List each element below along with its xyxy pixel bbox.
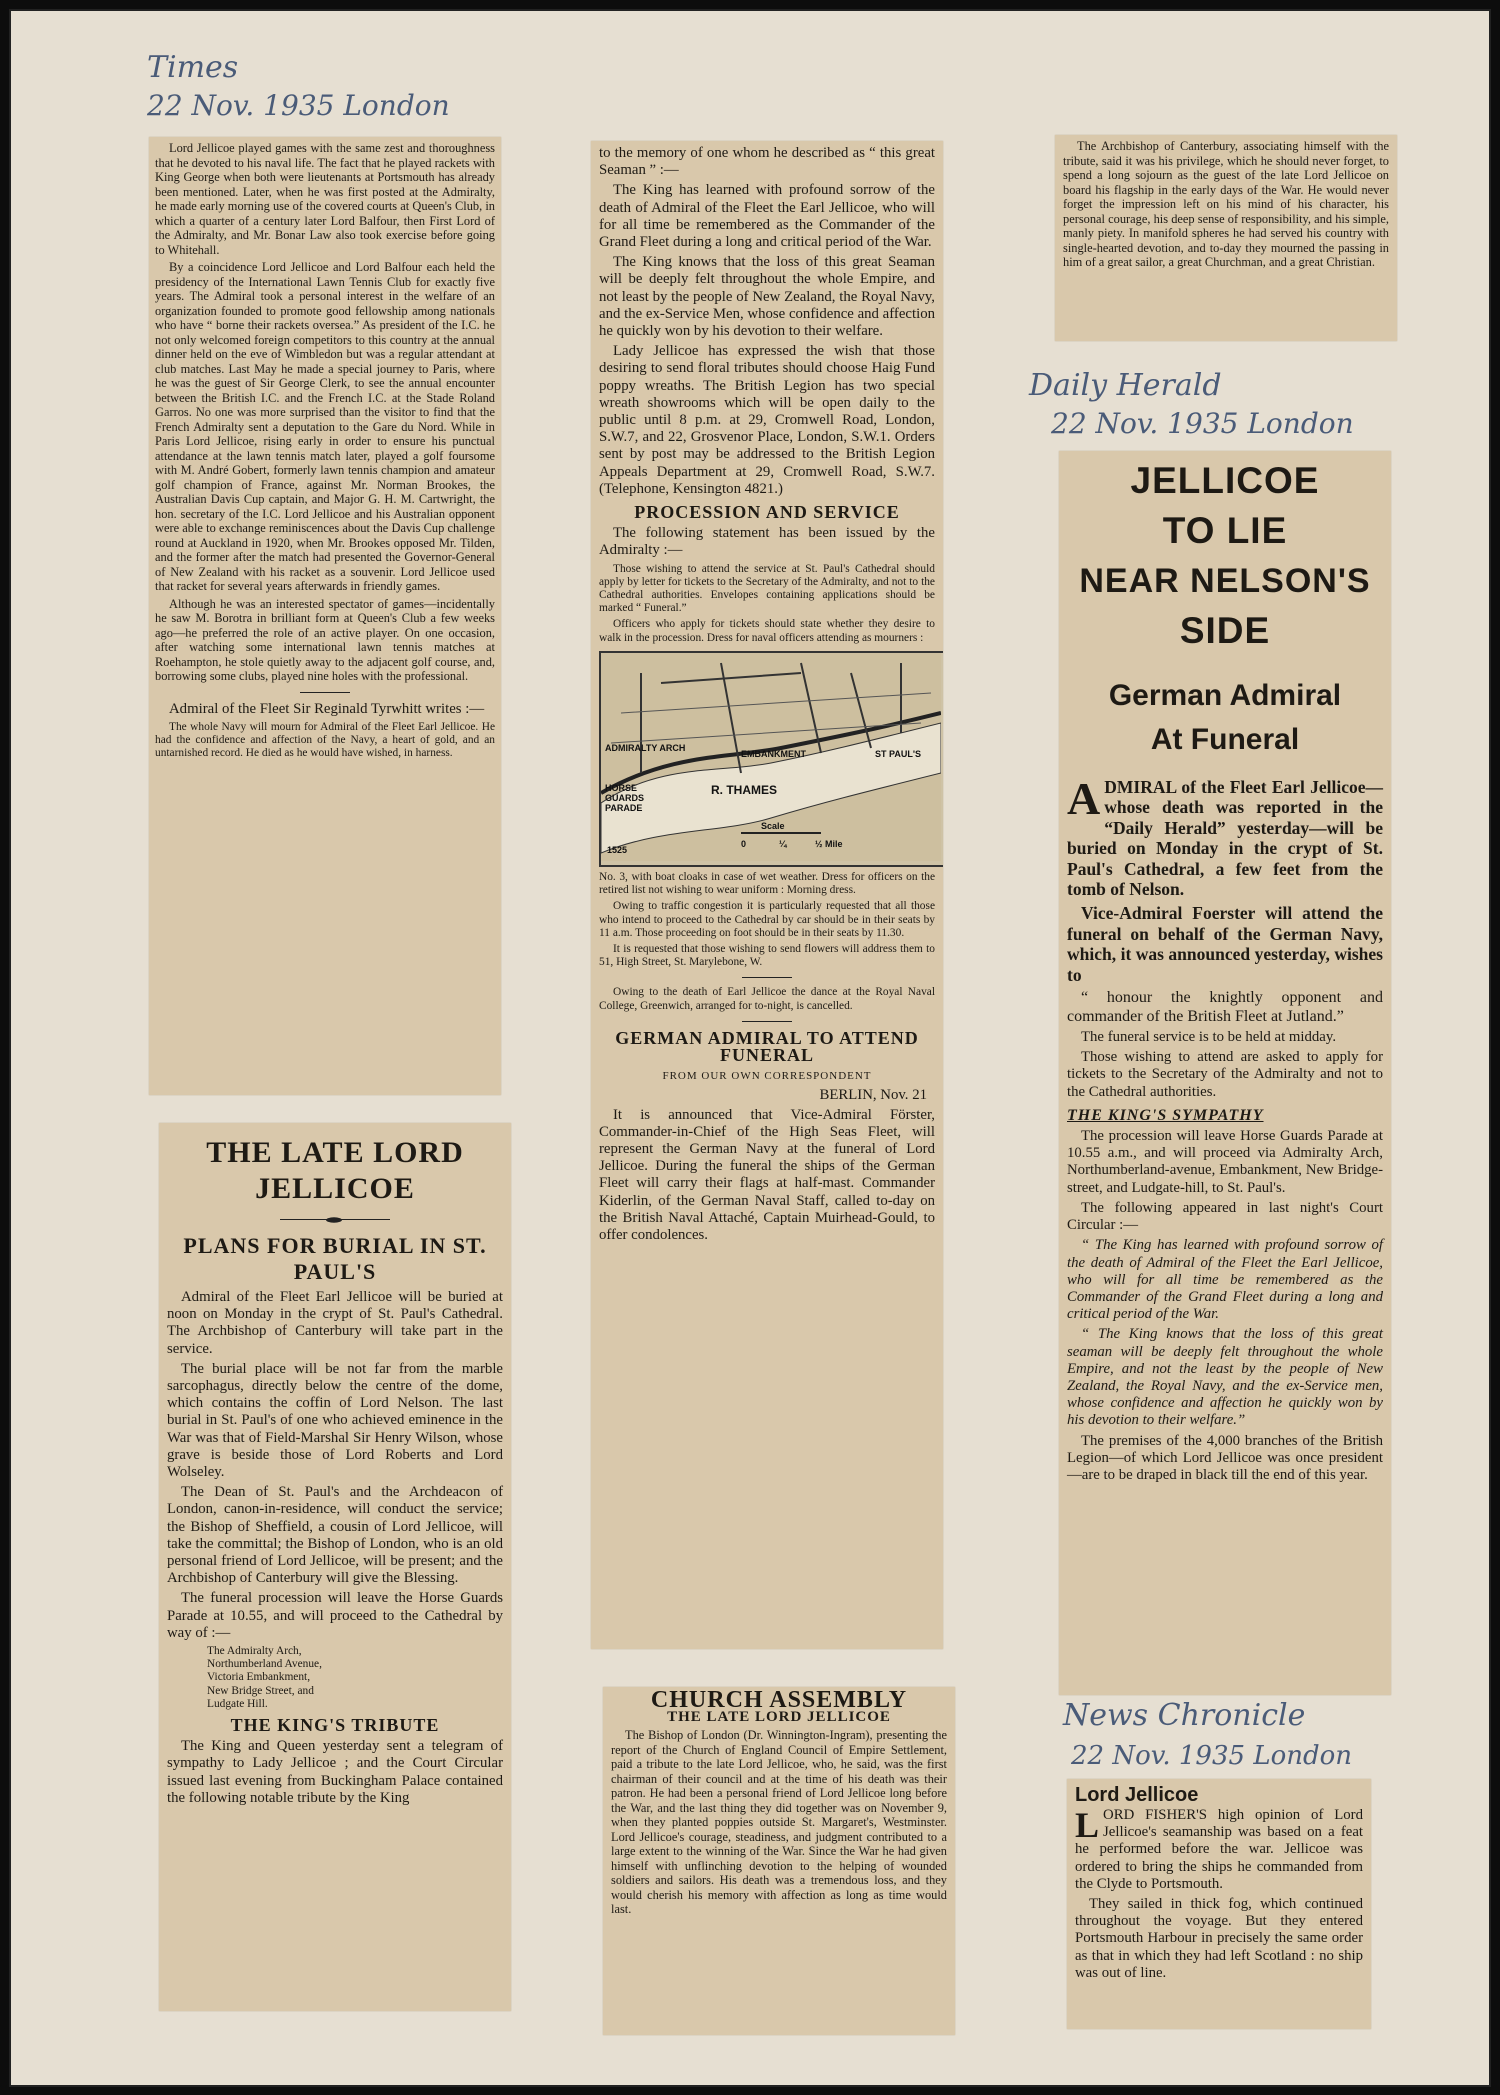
divider	[300, 692, 350, 693]
paragraph: Although he was an interested spectator of games—incidentally he saw M. Borotra in brilliant form at Queen's Club a few weeks ago—he preferred the role of an active player. On one occasion, after watching some international lawn tennis matches at Roehampton, he stole quietly away to the adjacent golf course, and, borrowing some clubs, played nine holes with the professional.	[155, 596, 495, 683]
tyrwhitt-intro: Admiral of the Fleet Sir Reginald Tyrwhitt writes :—	[169, 700, 485, 717]
circular-quote: “ The King knows that the loss of this great seaman will be deeply felt throughout the whole Empire, and not the least by the people of New Zealand, the Royal Navy, and the ex-Service men, whose confidence and affection he quickly won by his devotion to their welfare.”	[1067, 1326, 1383, 1429]
map-scale-quarter: ¼	[779, 838, 787, 849]
ornament-divider	[280, 1217, 390, 1223]
paragraph: It is requested that those wishing to send flowers will address them to 51, High Street, St. Marylebone, W.	[599, 942, 935, 969]
chronicle-source-note: News Chronicle	[1063, 1698, 1306, 1733]
circular-quote: “ The King has learned with profound sorrow of the death of Admiral of the Fleet the Earl Jellicoe, who will for all time be remembered as the Commander of the Grand Fleet during a long and critical period of the War.	[1067, 1237, 1383, 1323]
route-item: New Bridge Street, and	[207, 1684, 314, 1697]
paragraph: The funeral service is to be held at midday.	[1081, 1029, 1337, 1046]
times-sports-clipping	[149, 137, 501, 1095]
times-date-note: 22 Nov. 1935 London	[147, 89, 450, 122]
map-label-horse-guards: HORSE GUARDS PARADE	[605, 782, 645, 813]
lead-paragraph	[1075, 1807, 1363, 1893]
route-item: Northumberland Avenue,	[207, 1658, 322, 1671]
paragraph: The Dean of St. Paul's and the Archdeacon of London, canon-in-residence, will conduct the service; the Bishop of Sheffield, a cousin of Lord Jellicoe, will take the committal; the Bishop of London, who is an old personal friend of Lord Jellicoe, will be present; and the Archbishop of Canterbury will give the Blessing.	[167, 1484, 503, 1587]
paragraph: The funeral procession will leave the Horse Guards Parade at 10.55, and will proceed to the Cathedral by way of :—	[167, 1590, 503, 1641]
tribute-head: THE KING'S TRIBUTE	[230, 1715, 440, 1736]
route-list	[167, 1645, 503, 1711]
king-quote: The King knows that the loss of this great Seaman will be deeply felt throughout the whole Empire, and not least by the people of New Zealand, the Royal Navy, and the ex-Service Men, whose confidence and affection he quickly won by his devotion to their welfare.	[599, 254, 935, 340]
paragraph: The procession will leave Horse Guards Parade at 10.55 a.m., and will proceed via Admiralty Arch, Northumberland-avenue, Embankment, New Bridge-street, and Ludgate-hill, to St. Paul's.	[1067, 1128, 1383, 1196]
paragraph: Those wishing to attend the service at St. Paul's Cathedral should apply by letter for tickets to the Secretary of the Admiralty, and not to the Cathedral authorities. Envelopes containing applications should be marked “ Funeral.”	[599, 562, 935, 615]
paragraph: Admiral of the Fleet Earl Jellicoe will be buried at noon on Monday in the crypt of St. Paul's Cathedral. The Archbishop of Canterbury will take part in the service.	[167, 1289, 503, 1357]
paragraph: It is announced that Vice-Admiral Förster, Commander-in-Chief of the High Seas Fleet, will represent the German Navy at the funeral of Lord Jellicoe. During the funeral the ships of the German Fleet will carry their flags at half-mast. Commander Kiderlin, of the German Naval Staff, called to-day on the British Naval Attaché, Captain Muirhead-Gould, to offer condolences.	[599, 1106, 935, 1243]
section-heading: THE KING'S SYMPATHY	[1067, 1106, 1264, 1124]
paragraph: The following appeared in last night's Court Circular :—	[1067, 1199, 1383, 1234]
herald-source-note: Daily Herald	[1029, 368, 1222, 403]
subhead-line: German Admiral	[1108, 679, 1342, 712]
paragraph: Officers who apply for tickets should state whether they desire to walk in the procession. Dress for naval officers attending as mourners :	[599, 618, 935, 644]
paragraph: The King and Queen yesterday sent a telegram of sympathy to Lady Jellicoe ; and the Court Circular issued last evening from Buckingham Palace contained the following notable tribute by the King	[167, 1738, 503, 1806]
paragraph: Owing to traffic congestion it is particularly requested that all those who intend to proceed to the Cathedral by car should be in their seats by 11 a.m. Those proceeding on foot should be in their seats by 11.30.	[599, 900, 935, 939]
map-scale-label: Scale	[761, 820, 785, 831]
paragraph: By a coincidence Lord Jellicoe and Lord Balfour each held the presidency of the International Lawn Tennis Club for exactly five years. The Admiral took a personal interest in the welfare of an organization founded to promote good fellowship among nationals who have “ borne their rackets oversea.” As president of the I.C. he not only welcomed foreign competitors to this country at the annual dinner held on the eve of Wimbledon but was a regular attendant at club matches. Last May he made a special journey to Paris, where he was the guest of Sir George Clerk, to see the annual encounter between the British I.C. and the French I.C. at the Stade Roland Garros. No one was more surprised than the visitor to find that the French Admiralty sent a deputation to the Gare du Nord. While in Paris Lord Jellicoe, rising early in order to ensure his punctual attendance at the lawn tennis match later, played a golf foursome with M. André Gobert, formerly lawn tennis champion and amateur golf champion of France, against Mr. Norman Brookes, the Australian Davis Cup captain, and Major G. H. M. Cartwright, the hon. secretary of the I.C. Lord Jellicoe and his Australian opponent were able to exchange reminiscences about the Davis Cup challenge round at Auckland in 1920, when Mr. Brookes opposed Mr. Tilden, and the former after the match had presented the Governor-General of New Zealand with his racket as a souvenir. Lord Jellicoe used that racket for several years afterwards in friendly games.	[155, 260, 495, 593]
lead-text: ORD FISHER'S high opinion of Lord Jellicoe's seamanship was based on a feat he performed before the war. Jellicoe was ordered to bring the ships he commanded from the Clyde to Portsmouth.	[1075, 1807, 1363, 1892]
drop-cap: A	[1067, 773, 1101, 824]
lead-paragraph	[1067, 773, 1383, 900]
map-label-embankment: EMBANKMENT	[741, 748, 806, 759]
paragraph: The Bishop of London (Dr. Winnington-Ingram), presenting the report of the Church of England Council of Empire Settlement, paid a tribute to the late Lord Jellicoe, who, he said, was the first chairman of their council and at the time of his death was their patron. He had been a personal friend of Lord Jellicoe long before the War, and the last thing they did together was on November 9, when they planted poppies outside St. Margaret's, Westminster. Lord Jellicoe's courage, steadiness, and judgment contributed to a large extent to the winning of the War. Since the War he had given himself with unflinching devotion to the helping of wounded soldiers and sailors. His death was a tremendous loss, and they would cherish his memory with affection as long as time would last.	[611, 1728, 947, 1916]
headline: THE LATE LORD JELLICOE	[206, 1136, 464, 1205]
news-chronicle-clipping	[1067, 1779, 1371, 2029]
quote: “ honour the knightly opponent and commander of the British Fleet at Jutland.”	[1067, 989, 1383, 1026]
times-source-note: Times	[147, 50, 239, 85]
map-scale-0: 0	[741, 838, 747, 849]
archbishop-clipping	[1055, 135, 1397, 341]
headline-line: NEAR NELSON'S	[1079, 562, 1371, 600]
route-item: The Admiralty Arch,	[207, 1645, 302, 1658]
paragraph: The following statement has been issued by the Admiralty :—	[599, 525, 935, 559]
paragraph: They sailed in thick fog, which continued throughout the voyage. But they entered Portsmouth Harbour in precisely the same order as that in which they had left Scotland : no ship was out of line.	[1075, 1896, 1363, 1981]
headline-line: JELLICOE	[1130, 460, 1320, 501]
route-item: Ludgate Hill.	[207, 1697, 268, 1710]
paragraph: The Archbishop of Canterbury, associating himself with the tribute, said it was his privilege, which he should never forget, to spend a long sojourn as the guest of the late Lord Jellicoe on board his flagship in the early days of the War. He would never forget the impression left on his mind of his character, his personal courage, his deep sense of responsibility, and his simple, manly piety. In manifold spheres he had served his country with single-hearted devotion, and to-day they mourned the passing in him of a great sailor, a great Churchman, and a great Christian.	[1063, 139, 1389, 269]
divider	[742, 1021, 792, 1022]
paragraph: Owing to the death of Earl Jellicoe the dance at the Royal Naval College, Greenwich, arranged for to-night, is cancelled.	[599, 986, 935, 1012]
subhead: THE LATE LORD JELLICOE	[667, 1708, 891, 1725]
late-lord-jellicoe-clipping	[159, 1123, 511, 2011]
chronicle-date-note: 22 Nov. 1935 London	[1071, 1741, 1353, 1771]
church-assembly-clipping	[603, 1687, 955, 2035]
map-code: 1525	[607, 844, 628, 855]
paragraph: to the memory of one whom he described as “ this great Seaman ” :—	[599, 145, 935, 179]
map-label-thames: R. THAMES	[711, 782, 777, 797]
divider	[742, 977, 792, 978]
dateline: BERLIN, Nov. 21	[819, 1087, 927, 1104]
subhead: PLANS FOR BURIAL IN ST. PAUL'S	[183, 1233, 487, 1284]
paragraph: Vice-Admiral Foerster will attend the funeral on behalf of the German Navy, which, it was announced yesterday, wishes to	[1067, 903, 1383, 985]
paragraph: Those wishing to attend are asked to apply for tickets to the Secretary of the Admiralty and not to the Cathedral authorities.	[1067, 1049, 1383, 1100]
map-label-admiralty: ADMIRALTY ARCH	[605, 742, 686, 753]
paragraph: No. 3, with boat cloaks in case of wet weather. Dress for officers on the retired list not wishing to wear uniform : Morning dress.	[599, 870, 935, 897]
paragraph: Lady Jellicoe has expressed the wish that those desiring to send floral tributes should choose Haig Fund poppy wreaths. The British Legion has two special wreath showrooms which will be open daily to the public until 8 p.m. at 29, Cromwell Road, London, S.W.7, and 22, Grosvenor Place, London, S.W.1. Orders sent by post may be addressed to the British Legion Appeals Department at 29, Cromwell Road, S.W.7. (Telephone, Kensington 4821.)	[599, 343, 935, 497]
paragraph: Lord Jellicoe played games with the same zest and thoroughness that he devoted to his naval life. The fact that he played rackets with King George when both were lieutenants at Portsmouth has already been mentioned. Later, when he was first posted at the Admiralty, he made early morning use of the covered courts at Queen's Club, in which a quarter of a century later Lord Balfour, then First Lord of the Admiralty, and Mr. Bonar Law also took exercise before going to Whitehall.	[155, 141, 495, 257]
kings-tribute-clipping	[591, 141, 943, 1649]
lead-text: DMIRAL of the Fleet Earl Jellicoe—whose death was reported in the “Daily Herald” yesterday—will be buried on Monday in the crypt of St. Paul's Cathedral, a few feet from the tomb of Nelson.	[1067, 777, 1383, 900]
herald-date-note: 22 Nov. 1935 London	[1051, 407, 1354, 440]
route-map	[599, 651, 943, 867]
procession-head: PROCESSION AND SERVICE	[634, 502, 900, 523]
king-quote: The King has learned with profound sorrow of the death of Admiral of the Fleet the Earl Jellicoe, who will for all time be remembered as the Commander of the Grand Fleet during a long and critical period of the War.	[599, 182, 935, 251]
headline-line: TO LIE	[1162, 510, 1288, 551]
drop-cap: L	[1075, 1805, 1100, 1845]
correspondent-line: FROM OUR OWN CORRESPONDENT	[662, 1070, 872, 1083]
map-label-st-pauls: ST PAUL'S	[875, 748, 921, 759]
german-head: GERMAN ADMIRAL TO ATTEND FUNERAL	[615, 1027, 919, 1065]
map-scale-half: ½ Mile	[815, 838, 843, 849]
paragraph: The premises of the 4,000 branches of the British Legion—of which Lord Jellicoe was once president—are to be draped in black till the end of this year.	[1067, 1432, 1383, 1483]
paragraph: The burial place will be not far from the marble sarcophagus, directly below the centre of the dome, which contains the coffin of Lord Nelson. The last burial in St. Paul's of one who achieved eminence in the War was that of Field-Marshal Sir Henry Wilson, whose grave is beside those of Lord Roberts and Lord Wolseley.	[167, 1360, 503, 1481]
headline: Lord Jellicoe	[1075, 1784, 1199, 1806]
headline-line: SIDE	[1179, 610, 1271, 651]
route-item: Victoria Embankment,	[207, 1671, 311, 1684]
subhead-line: At Funeral	[1150, 723, 1300, 756]
headline: CHURCH ASSEMBLY	[650, 1687, 908, 1713]
daily-herald-clipping	[1059, 451, 1391, 1695]
tyrwhitt-text: The whole Navy will mourn for Admiral of the Fleet Earl Jellicoe. He had the confidence and affection of the Navy, a heart of gold, and an untarnished record. He died as he would have wished, in harness.	[155, 720, 495, 760]
scrapbook-page	[9, 9, 1491, 2087]
